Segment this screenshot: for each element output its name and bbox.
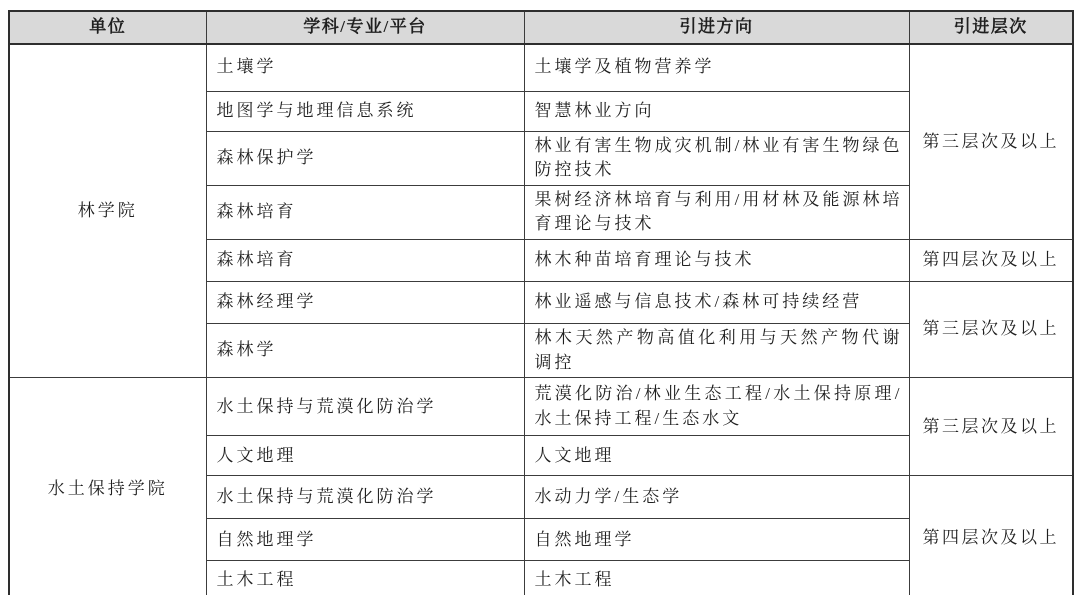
discipline-cell: 土壤学 (206, 44, 524, 91)
direction-cell: 土木工程 (524, 561, 909, 595)
table-row (9, 44, 1073, 91)
discipline-cell: 森林经理学 (206, 282, 524, 324)
discipline-cell: 水土保持与荒漠化防治学 (206, 378, 524, 436)
unit-cell-soil-water: 水土保持学院 (9, 378, 206, 595)
level-cell: 第三层次及以上 (909, 282, 1073, 378)
discipline-cell: 人文地理 (206, 436, 524, 476)
recruitment-table (8, 10, 1074, 595)
direction-cell: 林木种苗培育理论与技术 (524, 240, 909, 282)
discipline-cell: 森林保护学 (206, 131, 524, 185)
direction-cell: 自然地理学 (524, 519, 909, 561)
direction-cell: 果树经济林培育与利用/用材林及能源林培育理论与技术 (524, 185, 909, 239)
header-row (9, 11, 1073, 44)
direction-cell: 林木天然产物高值化利用与天然产物代谢调控 (524, 324, 909, 378)
header-level: 引进层次 (909, 11, 1073, 44)
level-cell: 第三层次及以上 (909, 378, 1073, 476)
level-cell: 第四层次及以上 (909, 476, 1073, 595)
direction-cell: 人文地理 (524, 436, 909, 476)
discipline-cell: 地图学与地理信息系统 (206, 91, 524, 131)
table-row (9, 378, 1073, 436)
direction-cell: 水动力学/生态学 (524, 476, 909, 519)
discipline-cell: 森林培育 (206, 240, 524, 282)
discipline-cell: 森林学 (206, 324, 524, 378)
discipline-cell: 水土保持与荒漠化防治学 (206, 476, 524, 519)
direction-cell: 荒漠化防治/林业生态工程/水土保持原理/水土保持工程/生态水文 (524, 378, 909, 436)
direction-cell: 林业遥感与信息技术/森林可持续经营 (524, 282, 909, 324)
direction-cell: 林业有害生物成灾机制/林业有害生物绿色防控技术 (524, 131, 909, 185)
direction-cell: 智慧林业方向 (524, 91, 909, 131)
discipline-cell: 森林培育 (206, 185, 524, 239)
level-cell: 第四层次及以上 (909, 240, 1073, 282)
level-cell: 第三层次及以上 (909, 44, 1073, 240)
header-discipline: 学科/专业/平台 (206, 11, 524, 44)
unit-cell-forestry: 林学院 (9, 44, 206, 378)
discipline-cell: 土木工程 (206, 561, 524, 595)
direction-cell: 土壤学及植物营养学 (524, 44, 909, 91)
header-unit: 单位 (9, 11, 206, 44)
discipline-cell: 自然地理学 (206, 519, 524, 561)
header-direction: 引进方向 (524, 11, 909, 44)
